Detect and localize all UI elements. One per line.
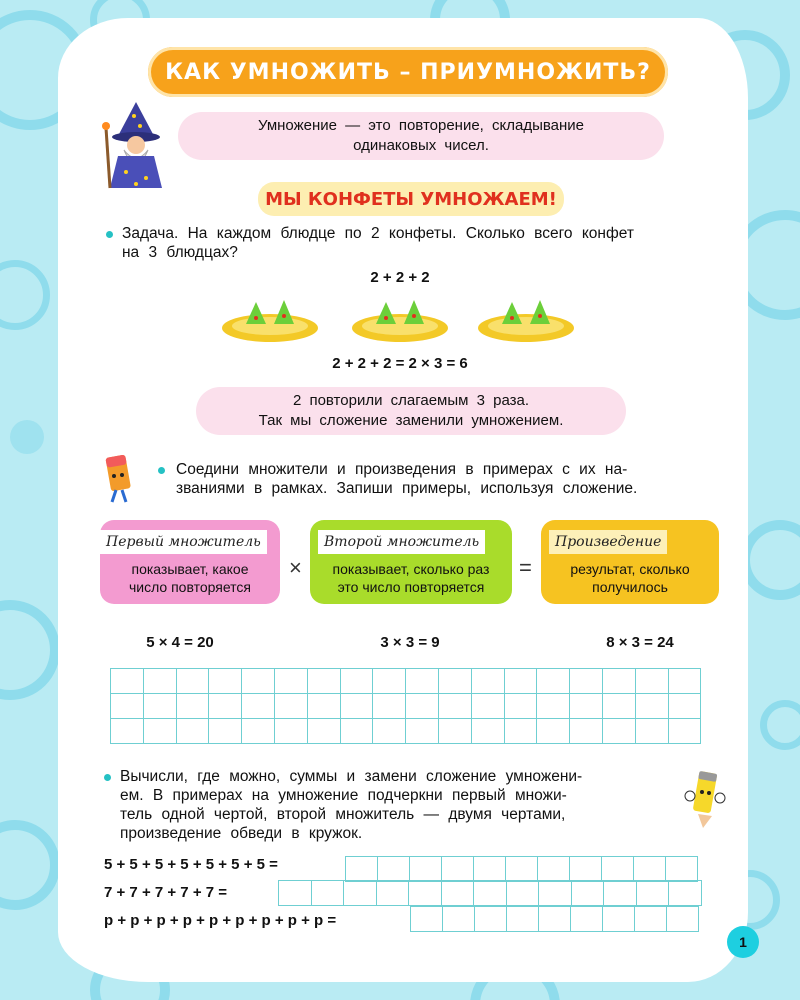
grid-cell[interactable] [537, 669, 570, 694]
task3-line-2: ем. В примерах на умножение подчеркни первый множи- [120, 787, 567, 804]
definition-line-2: одинаковых чисел. [353, 137, 489, 154]
grid-cell[interactable] [307, 694, 340, 719]
box-second-factor-line-1: показывает, сколько раз [332, 561, 490, 577]
sum-row-1-cells[interactable] [345, 856, 698, 882]
grid-cell[interactable] [242, 669, 275, 694]
grid-cell[interactable] [635, 907, 667, 932]
grid-cell[interactable] [506, 881, 539, 906]
grid-cell[interactable] [603, 907, 635, 932]
task2-text [176, 460, 726, 498]
sum-row-3: p + p + p + p + p + p + p + p + p = [104, 912, 337, 929]
answer-grid[interactable] [110, 668, 701, 744]
grid-cell[interactable] [111, 669, 144, 694]
box-first-factor [100, 520, 280, 604]
definition-cloud [178, 112, 664, 160]
box-first-factor-text [108, 560, 272, 596]
grid-cell[interactable] [471, 719, 504, 744]
grid-cell[interactable] [242, 719, 275, 744]
note-line-1: 2 повторили слагаемым 3 раза. [292, 392, 530, 409]
grid-cell[interactable] [340, 669, 373, 694]
title-banner [148, 47, 668, 97]
example-2: 3 × 3 = 9 [380, 634, 440, 651]
grid-cell[interactable] [604, 881, 637, 906]
bubble-decoration [10, 420, 44, 454]
bullet-dot [158, 467, 165, 474]
page-number: 1 [739, 934, 747, 950]
box-product-line-1: результат, сколько [570, 561, 690, 577]
grid-cell[interactable] [507, 907, 539, 932]
grid-cell[interactable] [474, 857, 506, 882]
sum-row-1: 5 + 5 + 5 + 5 + 5 + 5 + 5 = [104, 856, 278, 873]
bubble-decoration [760, 700, 800, 750]
note-cloud [196, 387, 626, 435]
grid-cell[interactable] [307, 719, 340, 744]
bubble-decoration [0, 820, 60, 910]
grid-cell[interactable] [176, 694, 209, 719]
grid-cell[interactable] [539, 907, 571, 932]
grid-cell[interactable] [504, 719, 537, 744]
grid-cell[interactable] [570, 694, 603, 719]
task3-line-4: произведение обведи в кружок. [120, 825, 363, 842]
box-second-factor-text [318, 560, 504, 596]
grid-cell[interactable] [636, 881, 669, 906]
task1-text [122, 224, 722, 262]
grid-cell[interactable] [209, 694, 242, 719]
bubble-decoration [0, 600, 60, 700]
grid-cell[interactable] [635, 669, 668, 694]
subtitle-text: МЫ КОНФЕТЫ УМНОЖАЕМ! [265, 188, 557, 210]
grid-cell[interactable] [242, 694, 275, 719]
box-product-text [549, 560, 711, 596]
bullet-dot [106, 231, 113, 238]
grid-cell[interactable] [570, 857, 602, 882]
grid-cell[interactable] [274, 694, 307, 719]
grid-cell[interactable] [635, 694, 668, 719]
grid-cell[interactable] [539, 881, 572, 906]
grid-cell[interactable] [571, 881, 604, 906]
sum-row-3-cells[interactable] [410, 906, 699, 932]
box-first-factor-line-1: показывает, какое [131, 561, 249, 577]
grid-cell[interactable] [340, 719, 373, 744]
grid-cell[interactable] [602, 694, 635, 719]
grid-cell[interactable] [274, 719, 307, 744]
grid-cell[interactable] [274, 669, 307, 694]
grid-cell[interactable] [378, 857, 410, 882]
example-3: 8 × 3 = 24 [606, 634, 674, 651]
grid-cell[interactable] [571, 907, 603, 932]
grid-cell[interactable] [438, 669, 471, 694]
note-line-2: Так мы сложение заменили умножением. [258, 412, 564, 429]
grid-cell[interactable] [373, 719, 406, 744]
sum-expression: 2 + 2 + 2 [370, 269, 430, 286]
box-product-label: Произведение [549, 530, 667, 554]
task2-line-1: Соедини множители и произведения в примерах с их на- [176, 461, 628, 478]
grid-cell[interactable] [537, 694, 570, 719]
grid-cell[interactable] [504, 694, 537, 719]
grid-cell[interactable] [504, 669, 537, 694]
box-first-factor-label: Первый множитель [100, 530, 267, 554]
grid-cell[interactable] [411, 907, 443, 932]
grid-cell[interactable] [668, 694, 701, 719]
grid-cell[interactable] [279, 881, 312, 906]
grid-cell[interactable] [111, 694, 144, 719]
grid-cell[interactable] [668, 719, 701, 744]
bubble-decoration [0, 260, 50, 330]
box-product [541, 520, 719, 604]
pencil-eraser-icon [98, 452, 138, 504]
grid-cell[interactable] [376, 881, 409, 906]
equals-sign: = [519, 555, 532, 580]
grid-cell[interactable] [602, 669, 635, 694]
grid-cell[interactable] [311, 881, 344, 906]
page-number-badge [727, 926, 759, 958]
task2-line-2: званиями в рамках. Запиши примеры, используя сложение. [176, 480, 638, 497]
grid-cell[interactable] [602, 857, 634, 882]
grid-cell[interactable] [346, 857, 378, 882]
box-first-factor-line-2: число повторяется [128, 579, 252, 595]
grid-cell[interactable] [409, 881, 442, 906]
grid-cell[interactable] [602, 719, 635, 744]
grid-cell[interactable] [441, 881, 474, 906]
box-product-line-2: получилось [592, 579, 668, 595]
box-second-factor-line-2: это число повторяется [337, 579, 485, 595]
task3-line-1: Вычисли, где можно, суммы и замени сложение умножени- [120, 768, 583, 785]
grid-cell[interactable] [538, 857, 570, 882]
task1-line-1: Задача. На каждом блюдце по 2 конфеты. Сколько всего конфет [122, 225, 634, 242]
bullet-dot [104, 774, 111, 781]
page-title: КАК УМНОЖИТЬ – ПРИУМНОЖИТЬ? [165, 59, 651, 85]
grid-cell[interactable] [176, 719, 209, 744]
task3-line-3: тель одной чертой, второй множитель — двумя чертами, [120, 806, 566, 823]
grid-cell[interactable] [373, 669, 406, 694]
box-second-factor-label: Второй множитель [318, 530, 485, 554]
result-expression: 2 + 2 + 2 = 2 × 3 = 6 [332, 355, 468, 372]
grid-cell[interactable] [471, 669, 504, 694]
grid-cell[interactable] [406, 694, 439, 719]
grid-cell[interactable] [668, 669, 701, 694]
grid-cell[interactable] [344, 881, 377, 906]
grid-cell[interactable] [209, 719, 242, 744]
grid-cell[interactable] [410, 857, 442, 882]
grid-cell[interactable] [570, 669, 603, 694]
times-sign: × [289, 555, 302, 580]
grid-cell[interactable] [373, 694, 406, 719]
grid-cell[interactable] [475, 907, 507, 932]
bubble-decoration [740, 520, 800, 600]
grid-cell[interactable] [143, 719, 176, 744]
grid-cell[interactable] [669, 881, 702, 906]
task3-text [120, 767, 680, 843]
grid-cell[interactable] [471, 694, 504, 719]
grid-cell[interactable] [209, 669, 242, 694]
grid-cell[interactable] [634, 857, 666, 882]
grid-cell[interactable] [443, 907, 475, 932]
grid-cell[interactable] [474, 881, 507, 906]
pencil-mascot-icon [682, 768, 726, 830]
grid-cell[interactable] [506, 857, 538, 882]
candy-plate-icon [220, 290, 580, 346]
grid-cell[interactable] [340, 694, 373, 719]
definition-line-1: Умножение — это повторение, складывание [257, 117, 585, 134]
grid-cell[interactable] [111, 719, 144, 744]
grid-cell[interactable] [176, 669, 209, 694]
grid-cell[interactable] [442, 857, 474, 882]
grid-cell[interactable] [570, 719, 603, 744]
example-1: 5 × 4 = 20 [146, 634, 214, 651]
grid-cell[interactable] [438, 694, 471, 719]
sum-row-2-cells[interactable] [278, 880, 702, 906]
grid-cell[interactable] [537, 719, 570, 744]
grid-cell[interactable] [667, 907, 699, 932]
task1-line-2: на 3 блюдцах? [122, 244, 238, 261]
grid-cell[interactable] [406, 669, 439, 694]
section-subtitle [258, 182, 564, 216]
grid-cell[interactable] [438, 719, 471, 744]
grid-cell[interactable] [143, 669, 176, 694]
wizard-icon [96, 100, 176, 190]
box-second-factor [310, 520, 512, 604]
grid-cell[interactable] [406, 719, 439, 744]
grid-cell[interactable] [635, 719, 668, 744]
grid-cell[interactable] [143, 694, 176, 719]
grid-cell[interactable] [307, 669, 340, 694]
grid-cell[interactable] [666, 857, 698, 882]
sum-row-2: 7 + 7 + 7 + 7 + 7 = [104, 884, 228, 901]
